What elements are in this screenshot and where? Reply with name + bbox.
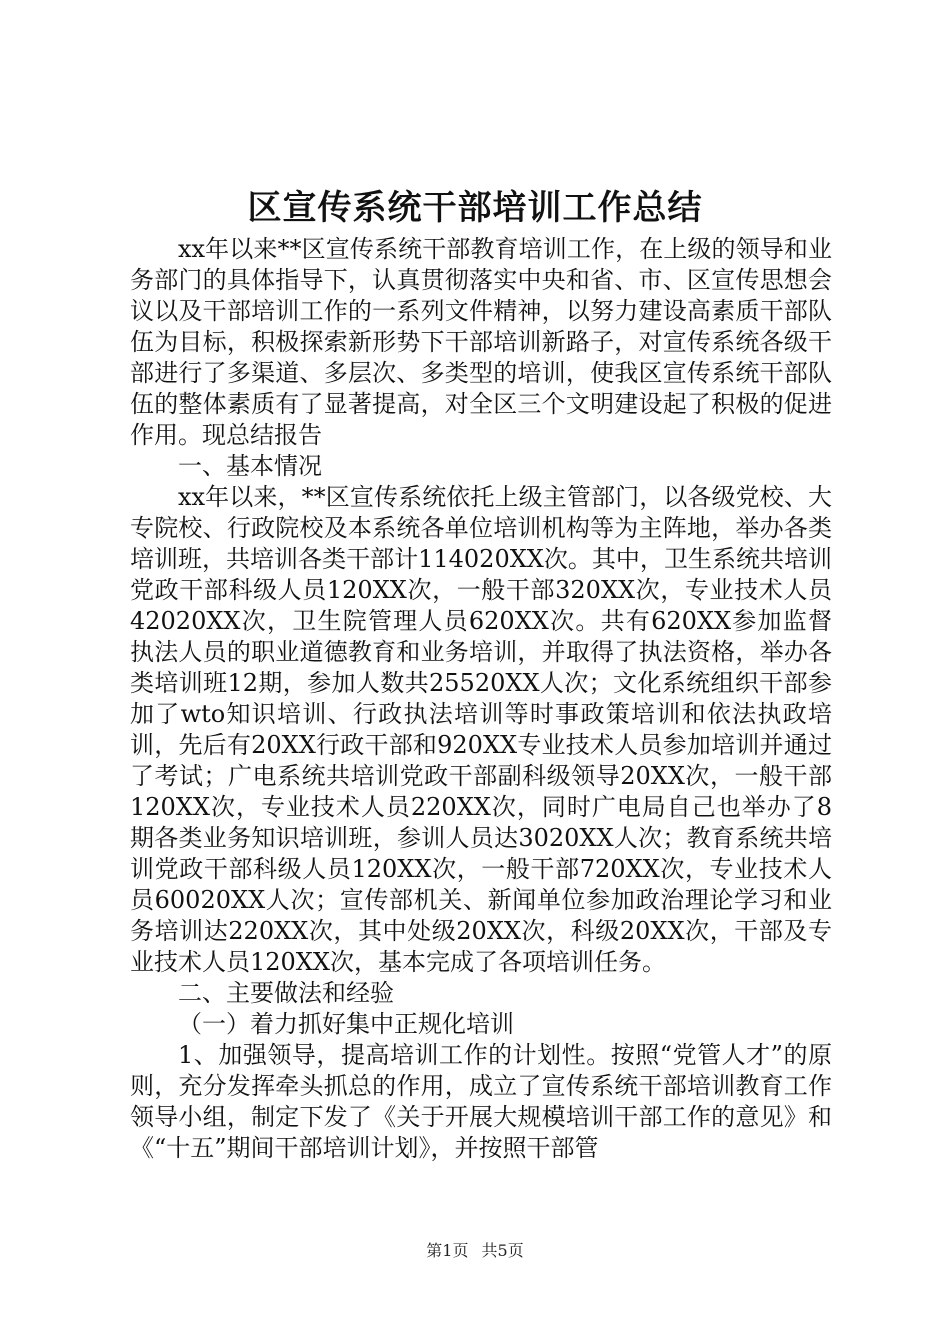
subsection-heading-training: （一）着力抓好集中正规化培训: [178, 1010, 514, 1038]
paragraph-basic-situation: xx年以来，**区宣传系统依托上级主管部门，以各级党校、大专院校、行政院校及本系统各单位培训机构等为主阵地，举办各类培训班，共培训各类干部计114020XX次。其中，卫生系统共培训党政干部科级人员120XX次，一般干部320XX次，专业技术人员42020XX次，卫生院管理人员620XX次。共有620XX参加监督执法人员的职业道德教育和业务培训，并取得了执法资格，举办各类培训班12期，参加人数共25520XX人次；文化系统组织干部参加了wto知识培训、行政执法培训等时事政策培训和依法执政培训，先后有20XX行政干部和920XX专业技术人员参加培训并通过了考试；广电系统共培训党政干部副科级领导20XX次，一般干部120XX次，专业技术人员220XX次，同时广电局自己也举办了8期各类业务知识培训班，参训人员达3020XX人次；教育系统共培训党政干部科级人员120XX次，一般干部720XX次，专业技术人员60020XX人次；宣传部机关、新闻单位参加政治理论学习和业务培训达220XX次，其中处级20XX次，科级20XX次，干部及专业技术人员120XX次，基本完成了各项培训任务。: [130, 483, 832, 976]
section-heading-basic: 一、基本情况: [178, 452, 322, 480]
paragraph-intro: xx年以来**区宣传系统干部教育培训工作，在上级的领导和业务部门的具体指导下，认真贯彻落实中央和省、市、区宣传思想会议以及干部培训工作的一系列文件精神，以努力建设高素质干部队伍为目标，积极探索新形势下干部培训新路子，对宣传系统各级干部进行了多渠道、多层次、多类型的培训，使我区宣传系统干部队伍的整体素质有了显著提高，对全区三个文明建设起了积极的促进作用。现总结报告: [130, 235, 832, 449]
page-footer: [0, 1240, 950, 1262]
paragraph-leadership: 1、加强领导，提高培训工作的计划性。按照“党管人才”的原则，充分发挥牵头抓总的作用，成立了宣传系统干部培训教育工作领导小组，制定下发了《关于开展大规模培训干部工作的意见》和《“十五”期间干部培训计划》，并按照干部管: [130, 1041, 832, 1162]
page-total: 共5页: [481, 1241, 524, 1260]
document-body: [130, 234, 832, 1164]
page-number: 第1页: [426, 1241, 469, 1260]
document-title: 区宣传系统干部培训工作总结: [247, 188, 703, 228]
section-heading-practice: 二、主要做法和经验: [178, 979, 394, 1007]
